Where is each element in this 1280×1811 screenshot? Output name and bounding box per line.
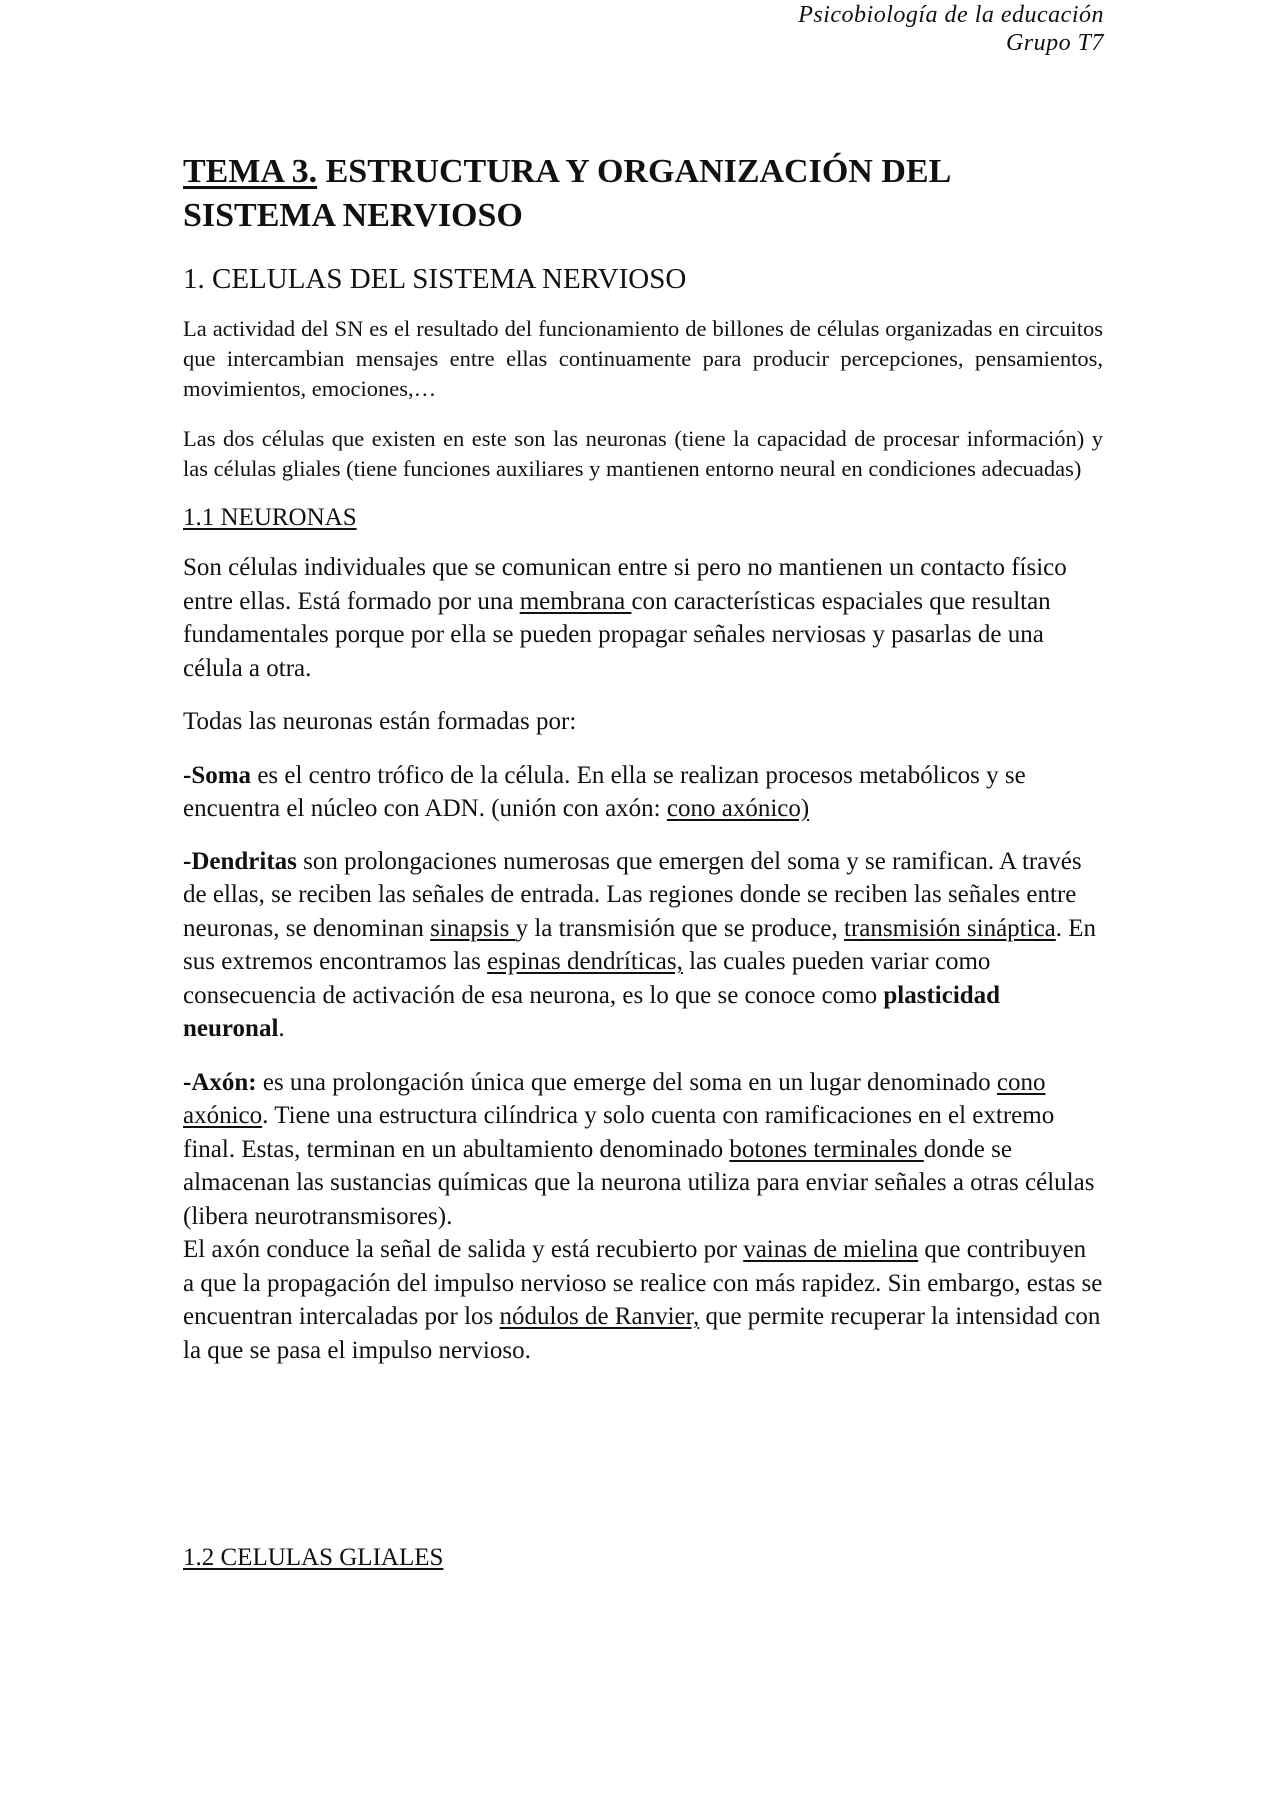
term-botones-terminales: botones terminales [729,1135,924,1163]
title-topic-number: TEMA 3. [183,153,318,190]
term-espinas-dendriticas: espinas dendríticas, [487,948,683,975]
term-soma: -Soma [183,761,252,789]
title-text-line2: SISTEMA NERVIOSO [183,197,523,234]
term-dendritas: -Dendritas [183,847,297,875]
text-run: Son células individuales que se comunican entre si pero no mantienen un contacto físico entre ellas. Está formado por una [183,554,1067,615]
text-run: es una prolongación única que emerge del soma en un lugar denominado [256,1068,997,1096]
text-run: donde se almacenan las sustancias químicas que la neurona utiliza para enviar señales a otras células (libera neurotransmisores). [183,1135,1095,1230]
paragraph-soma [183,759,1103,826]
header-group: Grupo T7 [1005,30,1104,56]
header-course: Psicobiología de la educación [798,2,1104,28]
paragraph-neuronas-intro [183,551,1103,685]
text-run: y la transmisión que se produce, [515,914,844,942]
text-run: es el centro trófico de la célula. En ella se realizan procesos metabólicos y se encuentra el núcleo con ADN. (unión con axón: [183,761,1026,822]
text-run: con características espaciales que resultan fundamentales porque por ella se pueden propagar señales nerviosas y pasarlas de una célula a otra. [183,587,1051,682]
term-vainas-mielina: vainas de mielina [743,1236,919,1263]
document-body [183,150,1103,1574]
text-run: . [278,1015,285,1042]
paragraph-axon-senal [183,1233,1103,1367]
term-cono-axonico: cono axónico) [666,795,810,822]
term-plasticidad-neuronal: plasticidad neuronal [183,981,1001,1042]
text-run: . En sus extremos encontramos las [183,914,1097,975]
page-title [183,150,1103,238]
term-nodulos-ranvier: nódulos de Ranvier, [499,1303,700,1330]
term-cono-axonico-2: cono axónico [183,1068,1046,1129]
term-axon: -Axón: [183,1068,257,1096]
title-text: ESTRUCTURA Y ORGANIZACIÓN DEL [317,153,952,190]
text-run: El axón conduce la señal de salida y está recubierto por [183,1236,744,1263]
subheading-neuronas: 1.1 NEURONAS [183,504,357,531]
text-run: las cuales pueden variar como consecuencia de activación de esa neurona, es lo que se conoce como [183,948,991,1009]
paragraph-formadas-por: Todas las neuronas están formadas por: [183,708,577,735]
text-run: . Tiene una estructura cilíndrica y solo cuenta con ramificaciones en el extremo final. Estas, terminan en un abultamiento denominado [183,1102,1055,1163]
section-heading-celulas: 1. CELULAS DEL SISTEMA NERVIOSO [183,263,687,295]
paragraph-dos-celulas: Las dos células que existen en este son las neuronas (tiene la capacidad de procesar información) y las células gliales (tiene funciones auxiliares y mantienen entorno neural en condiciones adecuadas) [183,426,1103,481]
paragraph-actividad-sn: La actividad del SN es el resultado del funcionamiento de billones de células organizadas en circuitos que intercambian mensajes entre ellas continuamente para producir percepciones, pensamientos, movimientos, emociones,… [183,316,1103,401]
text-run: son prolongaciones numerosas que emergen del soma y se ramifican. A través de ellas, se reciben las señales de entrada. Las regiones donde se reciben las señales entre neuronas, se denominan [183,847,1082,942]
text-run: que contribuyen a que la propagación del impulso nervioso se realice con más rapidez. Sin embargo, estas se encuentran intercaladas por los [183,1236,1103,1330]
term-membrana: membrana [519,587,632,615]
paragraph-dendritas [183,845,1103,1046]
subheading-celulas-gliales: 1.2 CELULAS GLIALES [183,1544,444,1571]
term-sinapsis: sinapsis [430,914,516,942]
paragraph-axon [183,1066,1103,1234]
text-run: que permite recuperar la intensidad con la que se pasa el impulso nervioso. [183,1303,1101,1364]
term-transmision-sinaptica: transmisión sináptica [844,914,1056,942]
